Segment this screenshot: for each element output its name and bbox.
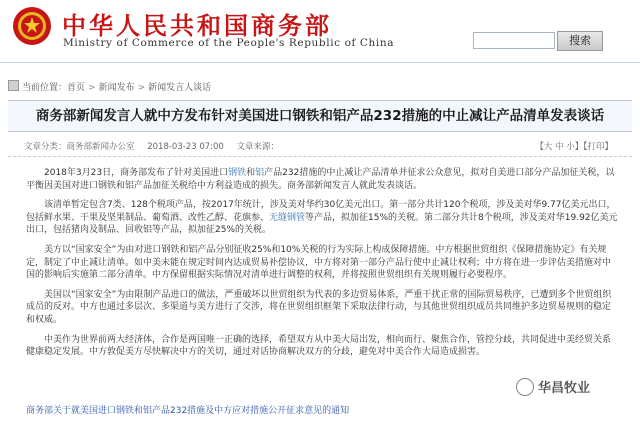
keyword-link-seamless-pipe[interactable]: 无缝钢管	[269, 212, 306, 223]
font-size-print-controls	[535, 140, 616, 152]
text: 2018年3月23日，商务部发布了针对美国进口	[44, 168, 229, 178]
keyword-link-steel[interactable]: 钢铁	[228, 168, 247, 178]
article-date: 2018-03-23 07:00	[147, 142, 224, 152]
site-header	[0, 0, 640, 63]
paragraph: 美国以“国家安全”为由限制产品进口的做法，严重破坏以世贸组织为代表的多边贸易体系，严重干扰正常的国际贸易秩序，已遭到多个世贸组织成员的反对。中方也通过多层次、多渠道与美方进行了交涉，将在世贸组织框架下采取法律行动，与其他世贸组织成员共同维护多边贸易规则的稳定和权威。	[26, 289, 612, 325]
article-title-bar	[8, 100, 632, 132]
home-icon	[8, 80, 19, 91]
article-category: 文章分类：商务部新闻办公室	[24, 142, 135, 152]
watermark-text: 华昌牧业	[538, 381, 591, 396]
text: 等产品，拟加征15%的关税。第二部分共计8个税项，涉及美对华19.92亿美元出口，包括猪肉及制品、回收铝等产品，拟加征25%的关税。	[26, 212, 618, 236]
article-title: 商务部新闻发言人就中方发布针对美国进口钢铁和铝产品232措施的中止减让产品清单发表谈话	[35, 108, 605, 124]
site-title[interactable]: 中华人民共和国商务部	[62, 11, 332, 40]
paragraph	[26, 199, 618, 237]
breadcrumb	[8, 80, 211, 93]
breadcrumb-separator: >	[137, 83, 146, 93]
breadcrumb-item-home[interactable]: 首页	[67, 83, 86, 93]
paragraph	[26, 167, 618, 192]
paragraph: 美方以“国家安全”为由对进口钢铁和铝产品分别征收25%和10%关税的行为实际上构成保障措施。中方根据世贸组织《保障措施协定》有关规定，制定了中止减让清单。如中美未能在规定时间内达成贸易补偿协议，中方将对第一部分产品行使中止减让权利；中方将在进一步评估美措施对中国的影响后实施第二部分清单。中方保留根据实际情况对清单进行调整的权利，并将按照世贸组织有关规则履行必要程序。	[26, 244, 612, 281]
article-meta	[24, 140, 616, 154]
site-subtitle: Ministry of Commerce of the People's Republic of China	[63, 37, 395, 49]
breadcrumb-item-spokesman[interactable]: 新闻发言人谈话	[148, 83, 212, 93]
text: 该清单暂定包含7类、128个税项产品，按2017年统计，涉及美对华约30亿美元出口。第一部分共计120个税项，涉及美对华9.77亿美元出口，包括鲜水果、干果及坚果制品、葡萄酒、改性乙醇、花旗参、	[26, 200, 616, 223]
national-emblem-icon[interactable]	[12, 6, 52, 46]
font-size-print-label[interactable]: 【大 中 小】【打印】	[535, 142, 613, 152]
text: 产品232措施的中止减让产品清单并征求公众意见，拟对自美进口部分产品加征关税，以平衡因美国对进口钢铁和铝产品加征关税给中方利益造成的损失。商务部新闻发言人就此发表谈话。	[26, 168, 615, 191]
article-source: 文章来源：	[236, 142, 280, 152]
breadcrumb-prefix: 当前位置：	[22, 83, 68, 93]
search-button[interactable]: 搜索	[557, 31, 603, 51]
article-body	[26, 167, 618, 366]
search-input[interactable]	[473, 32, 555, 49]
wechat-account-icon	[516, 378, 534, 396]
watermark	[516, 377, 590, 396]
breadcrumb-item-news[interactable]: 新闻发布	[98, 83, 135, 93]
text: 和	[246, 168, 256, 178]
keyword-link-aluminum[interactable]: 铝	[255, 168, 265, 178]
breadcrumb-separator: >	[88, 83, 96, 93]
related-article-link[interactable]: 商务部关于就美国进口钢铁和铝产品232措施及中方应对措施公开征求意见的通知	[26, 406, 350, 416]
divider	[8, 156, 632, 157]
paragraph: 中美作为世界前两大经济体，合作是两国唯一正确的选择，希望双方从中美大局出发，相向而行、聚焦合作，管控分歧，共同促进中美经贸关系健康稳定发展。中方敦促美方尽快解决中方的关切，通过对话协商解决双方的分歧，避免对中美合作大局造成损害。	[26, 334, 612, 358]
